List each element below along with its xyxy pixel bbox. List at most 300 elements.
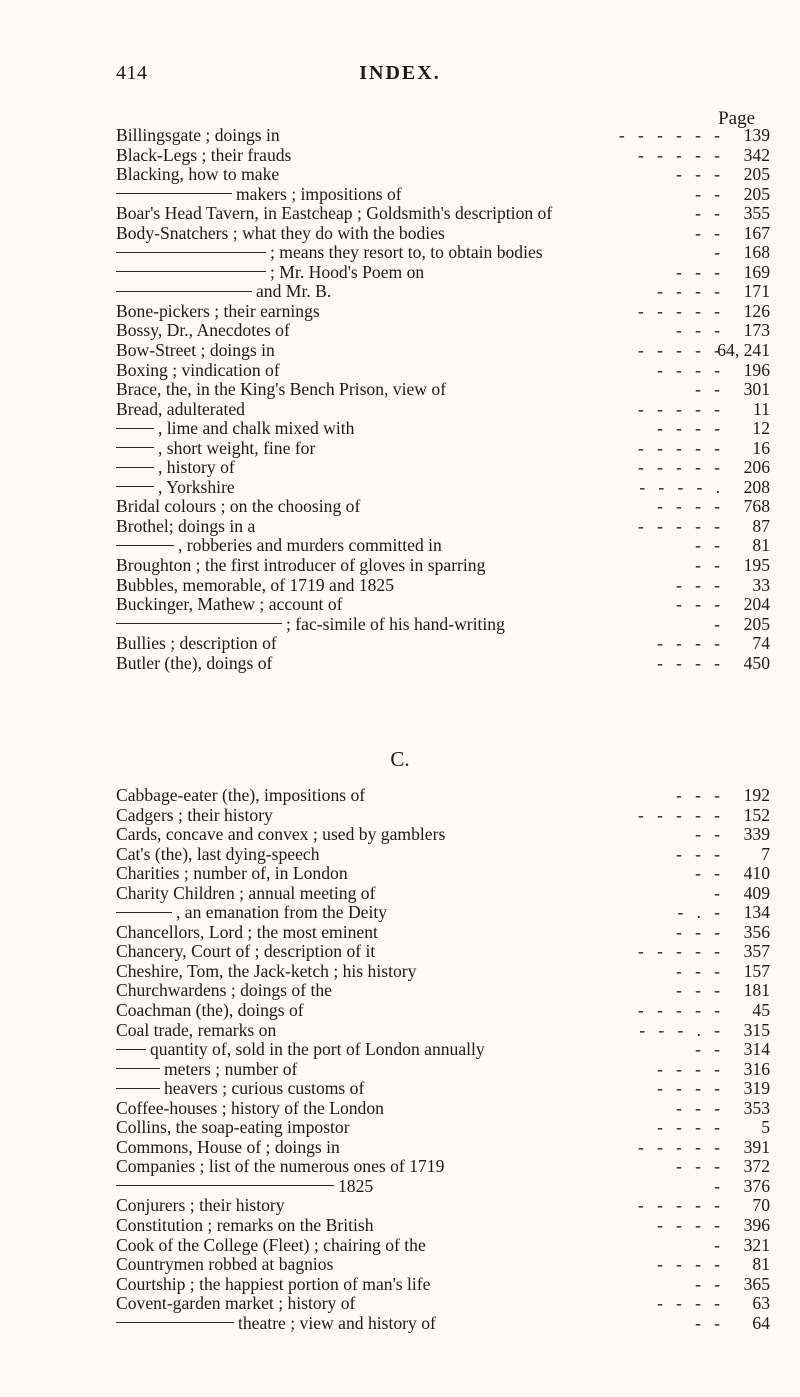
entry-text-wrap bbox=[116, 282, 331, 302]
entry-page-number: 301 bbox=[743, 379, 770, 400]
entry-text: , lime and chalk mixed with bbox=[158, 418, 355, 439]
index-entry bbox=[116, 1216, 786, 1236]
entry-text-wrap bbox=[116, 1021, 276, 1041]
entry-page-number: 376 bbox=[743, 1175, 770, 1196]
dash-leader: - - - bbox=[676, 594, 720, 615]
index-entry bbox=[116, 806, 786, 826]
index-entry bbox=[116, 884, 786, 904]
entry-page-number: 181 bbox=[743, 980, 770, 1001]
entry-text: theatre ; view and history of bbox=[238, 1312, 436, 1333]
entry-page-number: 64 bbox=[752, 1312, 770, 1333]
entry-page-number: 81 bbox=[752, 1254, 770, 1275]
index-entry bbox=[116, 380, 786, 400]
index-entry bbox=[116, 1314, 786, 1334]
entry-text: Coal trade, remarks on bbox=[116, 1019, 277, 1040]
dash-leader: - - - bbox=[676, 843, 720, 864]
entry-text-wrap bbox=[116, 302, 320, 322]
entry-text-wrap bbox=[116, 224, 445, 244]
entry-text: Billingsgate ; doings in bbox=[116, 125, 280, 145]
entry-text-wrap bbox=[116, 962, 416, 982]
entry-text: Blacking, how to make bbox=[116, 164, 280, 185]
entry-text-wrap bbox=[116, 806, 273, 826]
entry-text-wrap bbox=[116, 380, 446, 400]
entry-text: meters ; number of bbox=[164, 1058, 298, 1079]
entry-page-number: 205 bbox=[743, 613, 770, 634]
entry-page-number: 195 bbox=[743, 555, 770, 576]
entry-text: Cards, concave and convex ; used by gamblers bbox=[116, 824, 446, 845]
entry-page-number: 396 bbox=[743, 1215, 770, 1236]
entry-page-number: 5 bbox=[761, 1117, 770, 1138]
entry-page-number: 139 bbox=[743, 125, 770, 145]
index-entry bbox=[116, 321, 786, 341]
index-section-c bbox=[116, 786, 786, 1333]
entry-text-wrap bbox=[116, 595, 342, 615]
entry-text: , an emanation from the Deity bbox=[176, 902, 388, 923]
dash-leader: - - bbox=[695, 824, 720, 845]
entry-text: Cadgers ; their history bbox=[116, 804, 273, 825]
dash-leader: - - - bbox=[676, 164, 720, 185]
dash-leader: - - - - - bbox=[637, 437, 720, 458]
entry-page-number: 321 bbox=[743, 1234, 770, 1255]
entry-page-number: 205 bbox=[743, 183, 770, 204]
dash-leader: - . - bbox=[677, 902, 720, 923]
entry-page-number: 74 bbox=[752, 633, 770, 654]
entry-text-wrap bbox=[116, 204, 552, 224]
page-number: 414 bbox=[116, 62, 148, 84]
entry-text-wrap bbox=[116, 1040, 485, 1060]
entry-text: Cook of the College (Fleet) ; chairing of the bbox=[116, 1234, 426, 1255]
dash-leader: - - - - - bbox=[637, 1000, 720, 1021]
entry-page-number: 342 bbox=[743, 144, 770, 165]
entry-text-wrap bbox=[116, 923, 378, 943]
entry-page-number: 81 bbox=[752, 535, 770, 556]
entry-text-wrap bbox=[116, 786, 365, 806]
entry-text-wrap bbox=[116, 942, 375, 962]
entry-page-number: 11 bbox=[753, 398, 770, 419]
entry-text: Collins, the soap-eating impostor bbox=[116, 1117, 350, 1138]
entry-text-wrap bbox=[116, 845, 320, 865]
index-entry bbox=[116, 1079, 786, 1099]
entry-page-number: 12 bbox=[752, 418, 770, 439]
index-entry bbox=[116, 634, 786, 654]
entry-page-number: 356 bbox=[743, 921, 770, 942]
entry-text: Chancellors, Lord ; the most eminent bbox=[116, 921, 378, 942]
index-entry bbox=[116, 517, 786, 537]
entry-text: Conjurers ; their history bbox=[116, 1195, 285, 1216]
entry-page-number: 45 bbox=[752, 1000, 770, 1021]
dash-leader: - - - - - bbox=[637, 804, 720, 825]
entry-text: Bossy, Dr., Anecdotes of bbox=[116, 320, 290, 341]
entry-text-wrap bbox=[116, 864, 348, 884]
entry-text: Bone-pickers ; their earnings bbox=[116, 300, 320, 321]
entry-page-number: 339 bbox=[743, 824, 770, 845]
entry-text: quantity of, sold in the port of London annually bbox=[150, 1039, 485, 1060]
dash-leader: - - - . - bbox=[639, 1019, 720, 1040]
entry-text: Bread, adulterated bbox=[116, 398, 245, 419]
entry-text-wrap bbox=[116, 517, 255, 537]
entry-text: , robberies and murders committed in bbox=[178, 535, 442, 556]
entry-text-wrap bbox=[116, 825, 445, 845]
ditto-rule bbox=[116, 1068, 160, 1069]
index-entry bbox=[116, 1275, 786, 1295]
entry-text: , short weight, fine for bbox=[158, 437, 316, 458]
entry-text: Chancery, Court of ; description of it bbox=[116, 941, 376, 962]
dash-leader: - - - - - bbox=[637, 144, 720, 165]
index-entry bbox=[116, 1236, 786, 1256]
dash-leader: - - - - bbox=[656, 418, 720, 439]
index-entry bbox=[116, 302, 786, 322]
entry-text-wrap bbox=[116, 439, 315, 459]
dash-leader: - - - - bbox=[656, 281, 720, 302]
entry-text: Charity Children ; annual meeting of bbox=[116, 882, 376, 903]
dash-leader: - - bbox=[695, 183, 720, 204]
entry-text-wrap bbox=[116, 146, 291, 166]
entry-page-number: 87 bbox=[752, 515, 770, 536]
index-entry bbox=[116, 439, 786, 459]
entry-page-number: 70 bbox=[752, 1195, 770, 1216]
entry-page-number: 450 bbox=[743, 652, 770, 673]
entry-text-wrap bbox=[116, 1079, 364, 1099]
entry-text-wrap bbox=[116, 419, 354, 439]
page-header bbox=[0, 62, 800, 92]
entry-text: ; fac-simile of his hand-writing bbox=[286, 613, 505, 634]
entry-text-wrap bbox=[116, 1060, 297, 1080]
entry-text: Cheshire, Tom, the Jack-ketch ; his history bbox=[116, 960, 417, 981]
dash-leader: - - - - bbox=[656, 1078, 720, 1099]
index-section-b bbox=[116, 126, 786, 673]
ditto-rule bbox=[116, 545, 174, 546]
entry-text-wrap bbox=[116, 981, 332, 1001]
index-entry bbox=[116, 204, 786, 224]
dash-leader: - - - bbox=[676, 574, 720, 595]
dash-leader: - bbox=[714, 882, 720, 903]
index-entry bbox=[116, 1021, 786, 1041]
entry-text: Countrymen robbed at bagnios bbox=[116, 1254, 334, 1275]
dash-leader: - - - - bbox=[656, 1058, 720, 1079]
entry-page-number: 192 bbox=[743, 785, 770, 805]
entry-text: Commons, House of ; doings in bbox=[116, 1136, 340, 1157]
dash-leader: - - - bbox=[676, 980, 720, 1001]
entry-text: Body-Snatchers ; what they do with the bodies bbox=[116, 222, 445, 243]
dash-leader: - bbox=[714, 1175, 720, 1196]
index-entry bbox=[116, 1099, 786, 1119]
entry-page-number: 357 bbox=[743, 941, 770, 962]
entry-text-wrap bbox=[116, 1196, 285, 1216]
entry-text: , history of bbox=[158, 457, 235, 478]
entry-text-wrap bbox=[116, 478, 235, 498]
index-entry bbox=[116, 654, 786, 674]
index-entry bbox=[116, 556, 786, 576]
entry-page-number: 134 bbox=[743, 902, 770, 923]
entry-text-wrap bbox=[116, 341, 275, 361]
entry-text: ; Mr. Hood's Poem on bbox=[270, 261, 425, 282]
index-entry bbox=[116, 1255, 786, 1275]
entry-text: Boxing ; vindication of bbox=[116, 359, 280, 380]
dash-leader: - - - - bbox=[656, 633, 720, 654]
dash-leader: - - - - bbox=[656, 1254, 720, 1275]
entry-page-number: 63 bbox=[752, 1293, 770, 1314]
entry-page-number: 372 bbox=[743, 1156, 770, 1177]
entry-text: Bubbles, memorable, of 1719 and 1825 bbox=[116, 574, 395, 595]
dash-leader: - bbox=[714, 1234, 720, 1255]
entry-text-wrap bbox=[116, 263, 424, 283]
index-entry bbox=[116, 1177, 786, 1197]
index-entry bbox=[116, 942, 786, 962]
index-entry bbox=[116, 981, 786, 1001]
entry-text: Charities ; number of, in London bbox=[116, 863, 348, 884]
entry-text: 1825 bbox=[338, 1175, 374, 1196]
ditto-rule bbox=[116, 291, 252, 292]
index-entry bbox=[116, 361, 786, 381]
index-entry bbox=[116, 1118, 786, 1138]
ditto-rule bbox=[116, 428, 154, 429]
dash-leader: - - - bbox=[676, 960, 720, 981]
index-entry bbox=[116, 263, 786, 283]
entry-page-number: 204 bbox=[743, 594, 770, 615]
dash-leader: - - - bbox=[676, 921, 720, 942]
dash-leader: - - bbox=[695, 1312, 720, 1333]
entry-text-wrap bbox=[116, 1275, 430, 1295]
dash-leader: - - bbox=[695, 863, 720, 884]
dash-leader: - - - - bbox=[656, 359, 720, 380]
entry-text-wrap bbox=[116, 165, 279, 185]
index-entry bbox=[116, 595, 786, 615]
entry-text-wrap bbox=[116, 1099, 384, 1119]
entry-page-number: 167 bbox=[743, 222, 770, 243]
dash-leader: - - - - - bbox=[637, 1136, 720, 1157]
entry-page-number: 33 bbox=[752, 574, 770, 595]
entry-page-number: 169 bbox=[743, 261, 770, 282]
index-entry bbox=[116, 243, 786, 263]
entry-text: Black-Legs ; their frauds bbox=[116, 144, 292, 165]
index-entry bbox=[116, 1196, 786, 1216]
entry-text: Companies ; list of the numerous ones of 1719 bbox=[116, 1156, 445, 1177]
index-entry bbox=[116, 165, 786, 185]
entry-text-wrap bbox=[116, 458, 235, 478]
entry-page-number: 126 bbox=[743, 300, 770, 321]
entry-text: Bridal colours ; on the choosing of bbox=[116, 496, 361, 517]
dash-leader: - - bbox=[695, 555, 720, 576]
entry-text: and Mr. B. bbox=[256, 281, 332, 302]
dash-leader: - - - - - bbox=[637, 398, 720, 419]
entry-text: Constitution ; remarks on the British bbox=[116, 1215, 374, 1236]
dash-leader: - bbox=[714, 242, 720, 263]
dash-leader: - - - - - bbox=[637, 457, 720, 478]
dash-leader: - bbox=[714, 613, 720, 634]
dash-leader: - - - - - bbox=[637, 941, 720, 962]
index-entry bbox=[116, 1040, 786, 1060]
index-entry bbox=[116, 536, 786, 556]
index-entry bbox=[116, 825, 786, 845]
dash-leader: - - bbox=[695, 203, 720, 224]
entry-page-number: 206 bbox=[743, 457, 770, 478]
entry-page-number: 64, 241 bbox=[717, 340, 770, 361]
entry-text-wrap bbox=[116, 126, 280, 146]
index-entry bbox=[116, 923, 786, 943]
index-entry bbox=[116, 282, 786, 302]
dash-leader: - - - - bbox=[656, 1293, 720, 1314]
dash-leader: - - - - bbox=[656, 1215, 720, 1236]
entry-page-number: 391 bbox=[743, 1136, 770, 1157]
index-entry bbox=[116, 1294, 786, 1314]
index-entry bbox=[116, 400, 786, 420]
section-letter-c: C. bbox=[390, 747, 410, 771]
index-entry bbox=[116, 1001, 786, 1021]
index-entry bbox=[116, 341, 786, 361]
ditto-rule bbox=[116, 1049, 146, 1050]
index-entry bbox=[116, 1138, 786, 1158]
ditto-rule bbox=[116, 912, 172, 913]
entry-text: ; means they resort to, to obtain bodies bbox=[270, 242, 543, 263]
entry-text-wrap bbox=[116, 884, 375, 904]
index-entry bbox=[116, 864, 786, 884]
dash-leader: - - - - - bbox=[637, 1195, 720, 1216]
entry-page-number: 173 bbox=[743, 320, 770, 341]
entry-text-wrap bbox=[116, 185, 402, 205]
entry-text-wrap bbox=[116, 536, 442, 556]
dash-leader: - - bbox=[695, 1039, 720, 1060]
dash-leader: - - - - bbox=[656, 1117, 720, 1138]
entry-text: , Yorkshire bbox=[158, 476, 235, 497]
entry-page-number: 315 bbox=[743, 1019, 770, 1040]
dash-leader: - - bbox=[695, 379, 720, 400]
entry-text-wrap bbox=[116, 1216, 374, 1236]
entry-text-wrap bbox=[116, 634, 277, 654]
index-entry bbox=[116, 146, 786, 166]
dash-leader: - - - bbox=[676, 1156, 720, 1177]
entry-text-wrap bbox=[116, 654, 272, 674]
dash-leader: - - - bbox=[676, 320, 720, 341]
ditto-rule bbox=[116, 252, 266, 253]
entry-page-number: 171 bbox=[743, 281, 770, 302]
entry-text-wrap bbox=[116, 1118, 350, 1138]
entry-text: Covent-garden market ; history of bbox=[116, 1293, 356, 1314]
dash-leader: - - - bbox=[676, 1097, 720, 1118]
dash-leader: - - bbox=[695, 222, 720, 243]
entry-text: Cat's (the), last dying-speech bbox=[116, 843, 320, 864]
entry-text: Coffee-houses ; history of the London bbox=[116, 1097, 384, 1118]
entry-text-wrap bbox=[116, 615, 505, 635]
entry-text: Broughton ; the first introducer of gloves in sparring bbox=[116, 555, 486, 576]
dash-leader: - - - bbox=[676, 785, 720, 805]
index-entry bbox=[116, 1157, 786, 1177]
entry-text-wrap bbox=[116, 1138, 340, 1158]
entry-page-number: 205 bbox=[743, 164, 770, 185]
entry-page-number: 157 bbox=[743, 960, 770, 981]
entry-page-number: 365 bbox=[743, 1273, 770, 1294]
entry-page-number: 7 bbox=[761, 843, 770, 864]
index-entry bbox=[116, 458, 786, 478]
dash-leader: - - - - - bbox=[637, 300, 720, 321]
running-title: INDEX. bbox=[359, 62, 441, 84]
dash-leader: - - - - . bbox=[639, 476, 720, 497]
index-entry bbox=[116, 224, 786, 244]
dash-leader: - - - - bbox=[656, 652, 720, 673]
ditto-rule bbox=[116, 1322, 234, 1323]
dash-leader: - - - - - - bbox=[618, 125, 720, 145]
index-entry bbox=[116, 497, 786, 517]
index-entry bbox=[116, 126, 786, 146]
dash-leader: - - - - - bbox=[637, 340, 720, 361]
ditto-rule bbox=[116, 486, 154, 487]
entry-text: Bow-Street ; doings in bbox=[116, 340, 275, 361]
entry-text: Boar's Head Tavern, in Eastcheap ; Goldsmith's description of bbox=[116, 203, 553, 224]
entry-page-number: 314 bbox=[743, 1039, 770, 1060]
index-entry bbox=[116, 185, 786, 205]
ditto-rule bbox=[116, 467, 154, 468]
entry-page-number: 355 bbox=[743, 203, 770, 224]
entry-page-number: 768 bbox=[743, 496, 770, 517]
index-entry bbox=[116, 903, 786, 923]
ditto-rule bbox=[116, 447, 154, 448]
entry-text-wrap bbox=[116, 1314, 436, 1334]
entry-text-wrap bbox=[116, 361, 280, 381]
entry-page-number: 208 bbox=[743, 476, 770, 497]
dash-leader: - - - bbox=[676, 261, 720, 282]
dash-leader: - - - - - bbox=[637, 515, 720, 536]
entry-text-wrap bbox=[116, 1255, 333, 1275]
index-entry bbox=[116, 962, 786, 982]
entry-text-wrap bbox=[116, 321, 290, 341]
entry-text-wrap bbox=[116, 1001, 304, 1021]
entry-text: Brothel; doings in a bbox=[116, 515, 256, 536]
entry-text: Coachman (the), doings of bbox=[116, 1000, 304, 1021]
ditto-rule bbox=[116, 1088, 160, 1089]
entry-text-wrap bbox=[116, 556, 485, 576]
entry-page-number: 196 bbox=[743, 359, 770, 380]
entry-page-number: 409 bbox=[743, 882, 770, 903]
index-entry bbox=[116, 478, 786, 498]
entry-page-number: 152 bbox=[743, 804, 770, 825]
entry-text: Buckinger, Mathew ; account of bbox=[116, 594, 343, 615]
entry-text-wrap bbox=[116, 576, 394, 596]
ditto-rule bbox=[116, 623, 282, 624]
entry-page-number: 353 bbox=[743, 1097, 770, 1118]
entry-text-wrap bbox=[116, 497, 360, 517]
dash-leader: - - bbox=[695, 535, 720, 556]
entry-text: Butler (the), doings of bbox=[116, 652, 273, 673]
index-entry bbox=[116, 419, 786, 439]
index-entry bbox=[116, 845, 786, 865]
entry-page-number: 319 bbox=[743, 1078, 770, 1099]
entry-text: Brace, the, in the King's Bench Prison, view of bbox=[116, 379, 447, 400]
index-entry bbox=[116, 615, 786, 635]
ditto-rule bbox=[116, 193, 232, 194]
entry-text-wrap bbox=[116, 1177, 373, 1197]
entry-text: heavers ; curious customs of bbox=[164, 1078, 365, 1099]
entry-text: makers ; impositions of bbox=[236, 183, 402, 204]
entry-text: Cabbage-eater (the), impositions of bbox=[116, 785, 366, 805]
entry-text-wrap bbox=[116, 1294, 355, 1314]
entry-text-wrap bbox=[116, 243, 543, 263]
entry-text: Bullies ; description of bbox=[116, 633, 277, 654]
page-column-heading: Page bbox=[718, 108, 755, 129]
entry-page-number: 16 bbox=[752, 437, 770, 458]
entry-text-wrap bbox=[116, 1236, 426, 1256]
dash-leader: - - bbox=[695, 1273, 720, 1294]
index-entry bbox=[116, 786, 786, 806]
entry-text: Courtship ; the happiest portion of man's life bbox=[116, 1273, 431, 1294]
ditto-rule bbox=[116, 271, 266, 272]
entry-text: Churchwardens ; doings of the bbox=[116, 980, 332, 1001]
entry-text-wrap bbox=[116, 903, 387, 923]
ditto-rule bbox=[116, 1185, 334, 1186]
index-entry bbox=[116, 576, 786, 596]
entry-page-number: 316 bbox=[743, 1058, 770, 1079]
entry-text-wrap bbox=[116, 400, 245, 420]
entry-page-number: 410 bbox=[743, 863, 770, 884]
entry-text-wrap bbox=[116, 1157, 444, 1177]
